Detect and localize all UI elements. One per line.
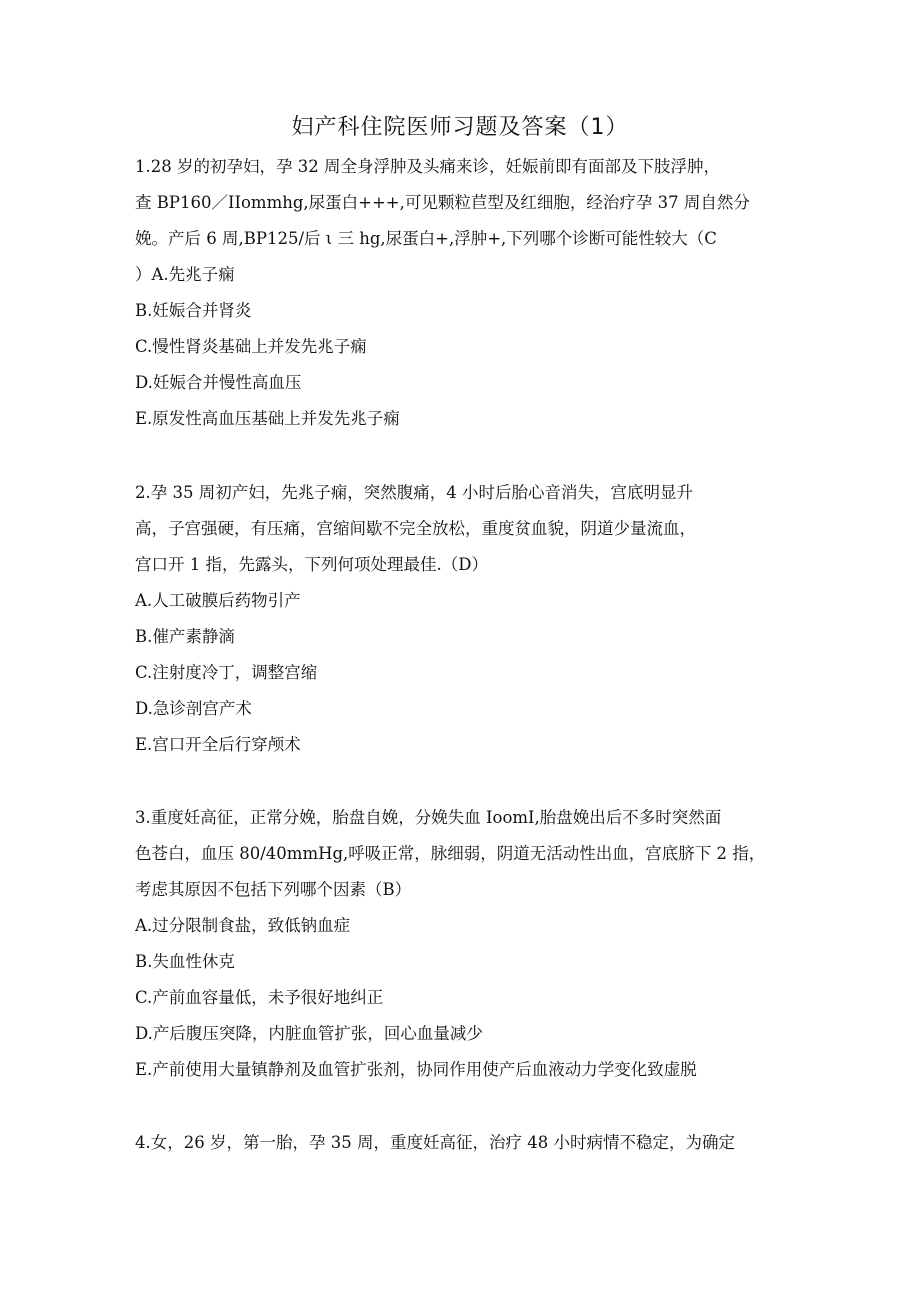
answer-option: C.注射度冷丁，调整宫缩: [135, 663, 318, 682]
question-stem-line: 4.女，26 岁，第一胎，孕 35 周，重度妊高征，治疗 48 小时病情不稳定，为确定: [135, 1133, 735, 1152]
answer-option: E.宫口开全后行穿颅术: [135, 735, 301, 754]
answer-option: B.失血性休克: [135, 952, 235, 971]
page-title: 妇产科住院医师习题及答案（1）: [291, 115, 629, 140]
question-stem-line: 宫口开 1 指，先露头，下列何项处理最佳.（D）: [135, 555, 488, 574]
answer-option: C.产前血容量低，未予很好地纠正: [135, 988, 384, 1007]
answer-option: D.妊娠合并慢性高血压: [135, 373, 302, 392]
question-4: [135, 1125, 795, 1161]
answer-option: D.急诊剖宫产术: [135, 699, 252, 718]
answer-option: A.人工破膜后药物引产: [135, 591, 301, 610]
answer-option: B.催产素静滴: [135, 627, 235, 646]
answer-option: D.产后腹压突降，内脏血管扩张，回心血量减少: [135, 1024, 483, 1043]
question-3: [135, 800, 795, 1088]
answer-option: A.过分限制食盐，致低钠血症: [135, 916, 351, 935]
question-2: [135, 475, 795, 763]
question-stem-line: 色苍白，血压 80/40mmHg,呼吸正常，脉细弱，阴道无活动性出血，宫底脐下 2 指，: [135, 844, 766, 863]
answer-option: C.慢性肾炎基础上并发先兆子痫: [135, 337, 367, 356]
question-1: [135, 149, 795, 437]
question-stem-line: 1.28 岁的初孕妇，孕 32 周全身浮肿及头痛来诊，妊娠前即有面部及下肢浮肿，: [135, 157, 720, 176]
answer-option: E.产前使用大量镇静剂及血管扩张剂，协同作用使产后血液动力学变化致虚脱: [135, 1060, 697, 1079]
question-stem-line: 3.重度妊高征，正常分娩，胎盘自娩，分娩失血 IoomI,胎盘娩出后不多时突然面: [135, 808, 722, 827]
question-stem-line: 高，子宫强硬，有压痛，宫缩间歇不完全放松，重度贫血貌，阴道少量流血，: [135, 519, 696, 538]
question-stem-line: 娩。产后 6 周,BP125/后 ι 三 hg,尿蛋白+,浮肿+,下列哪个诊断可能性较大（C: [135, 229, 717, 248]
answer-option: B.妊娠合并肾炎: [135, 301, 252, 320]
answer-option: E.原发性高血压基础上并发先兆子痫: [135, 409, 400, 428]
question-stem-line: 考虑其原因不包括下列哪个因素（B）: [135, 880, 412, 899]
question-stem-line: 2.孕 35 周初产妇，先兆子痫，突然腹痛，4 小时后胎心音消失，宫底明显升: [135, 483, 693, 502]
question-stem-line: ）A.先兆子痫: [135, 265, 235, 284]
question-stem-line: 查 BP160／IIommhg,尿蛋白+++,可见颗粒苣型及红细胞，经治疗孕 37 周自然分: [135, 193, 750, 212]
